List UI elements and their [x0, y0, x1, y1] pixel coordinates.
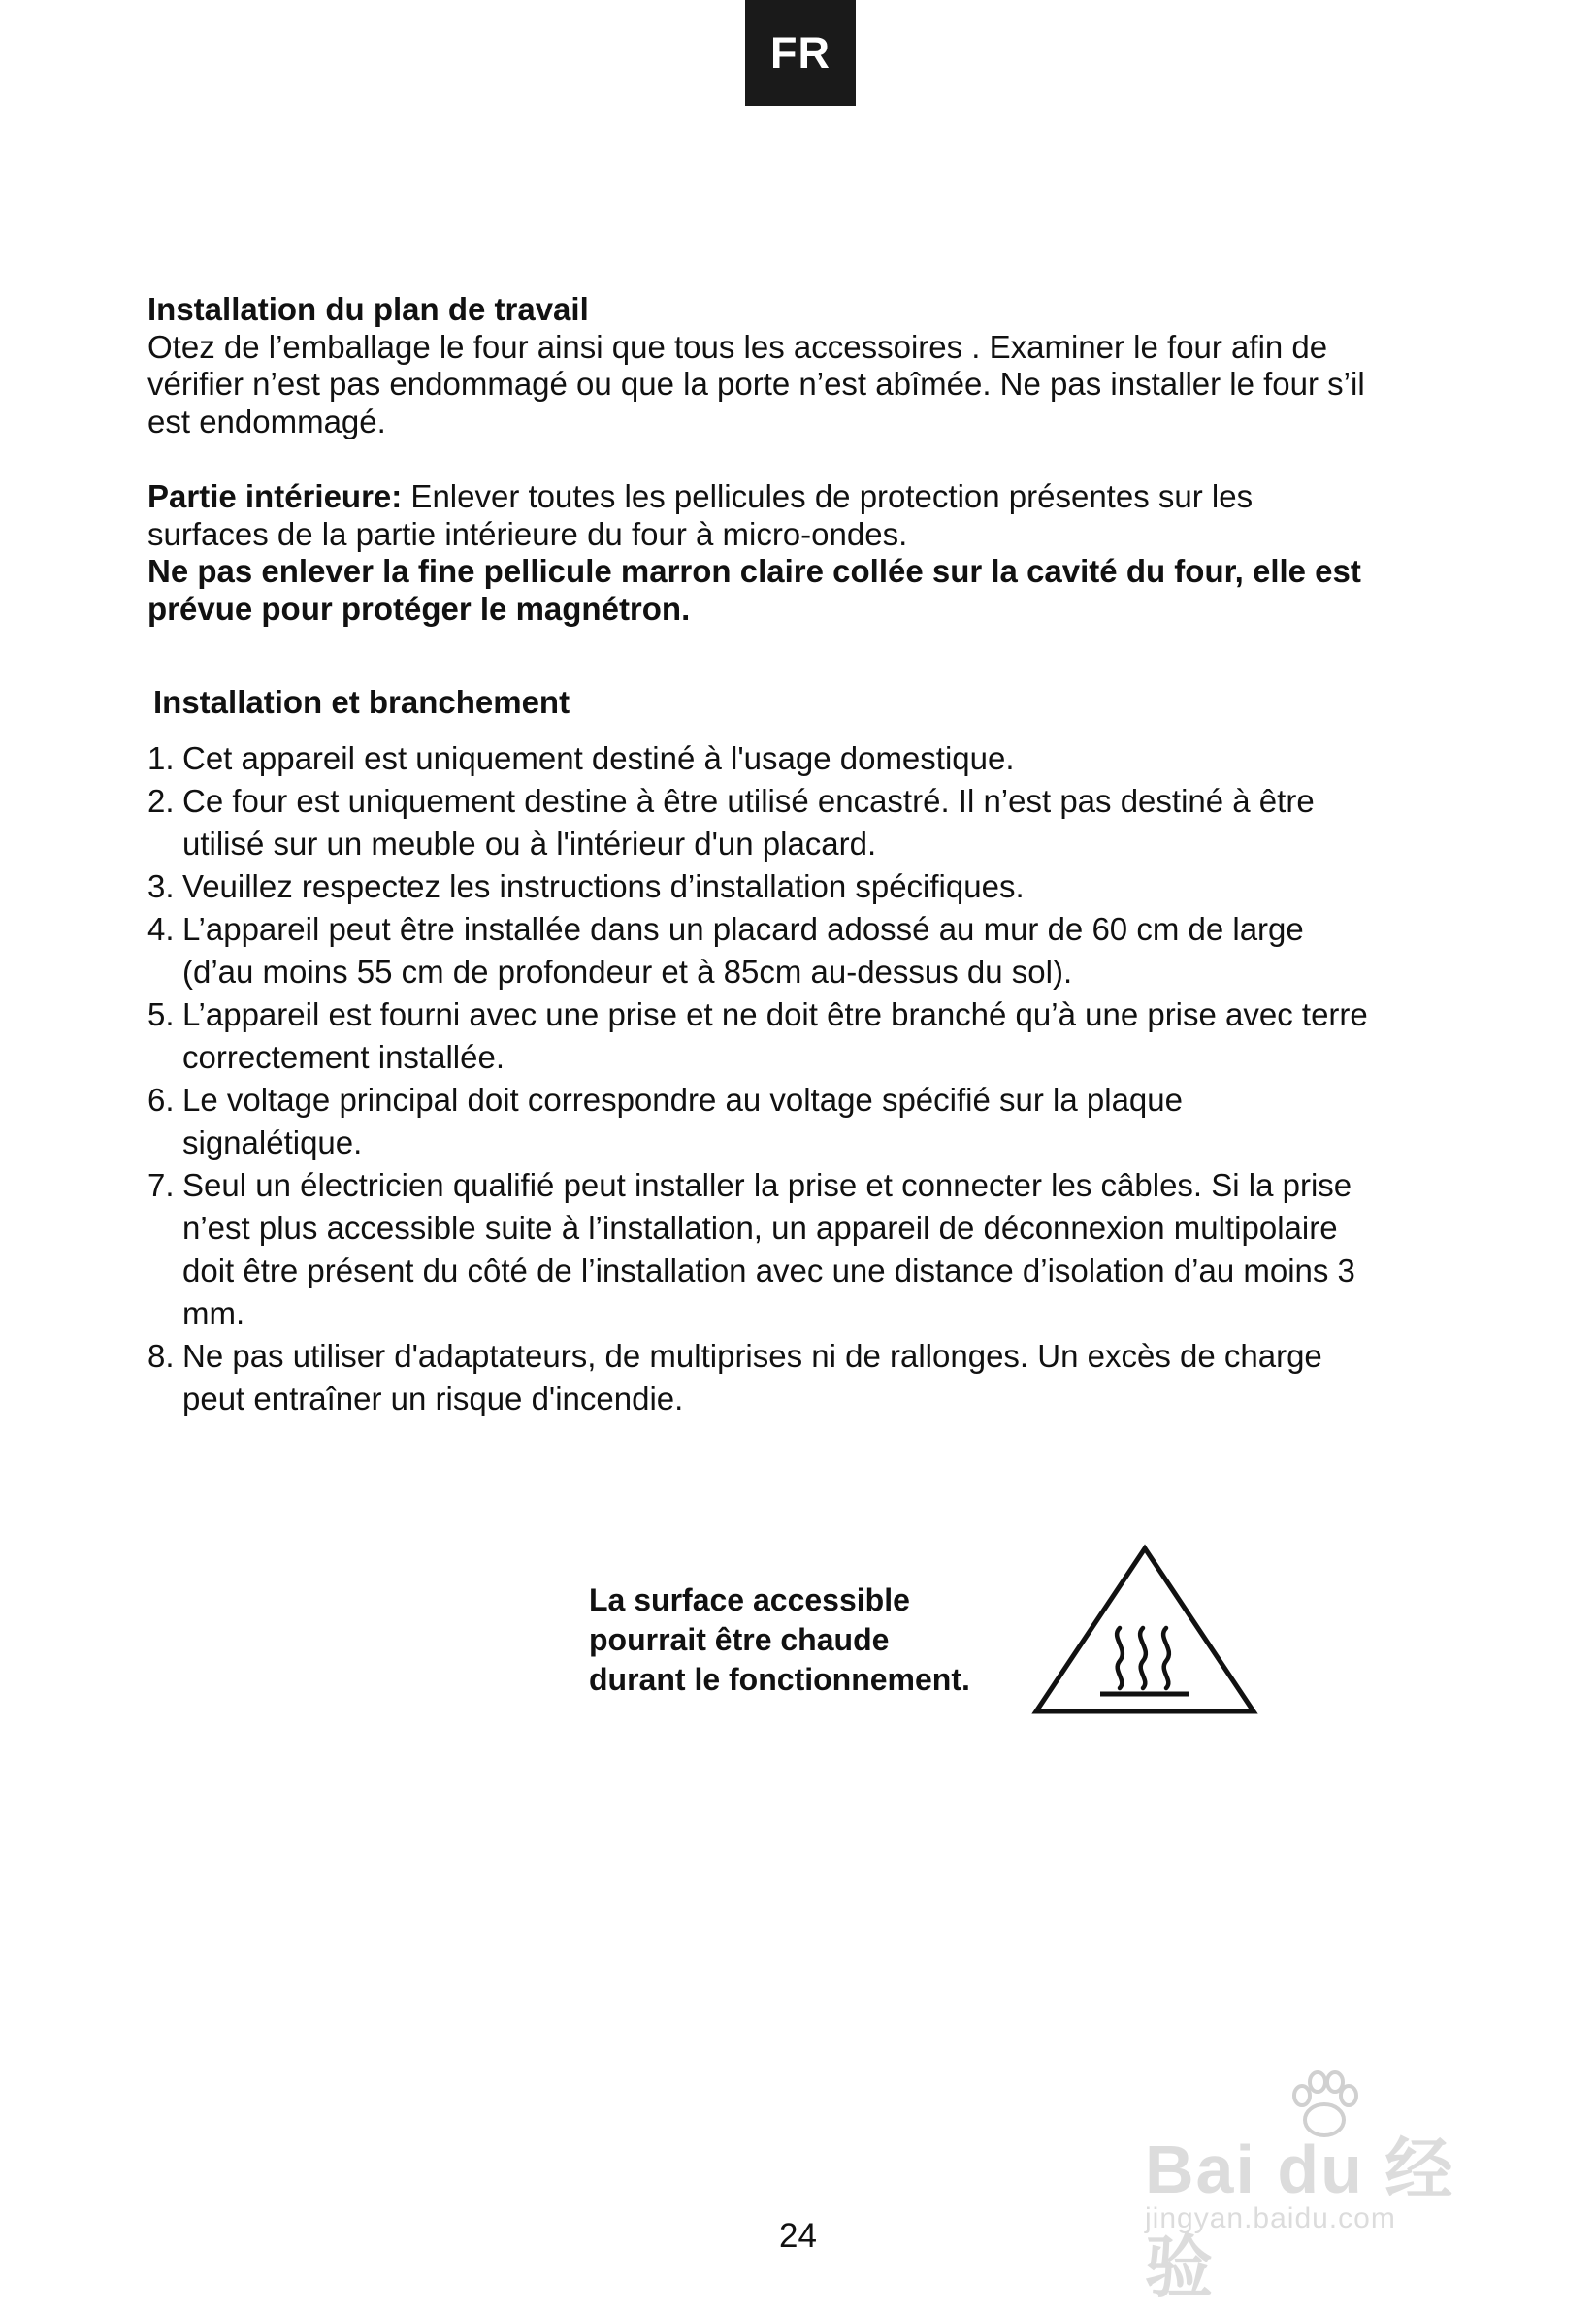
watermark	[1135, 2067, 1523, 2305]
watermark-brand: Bai du 经验	[1145, 2132, 1455, 2305]
hot-surface-line: La surface accessible	[589, 1582, 910, 1617]
interior-warning: Ne pas enlever la fine pellicule marron claire collée sur la cavité du four, elle est prévue pour protéger le magnétron.	[147, 553, 1361, 627]
list-item-number: 3.	[147, 867, 175, 904]
list-item-text: Veuillez respectez les instructions d’installation spécifiques.	[182, 867, 1025, 904]
installation-list	[147, 737, 1370, 1420]
language-tab	[745, 0, 856, 106]
list-item-text: Le voltage principal doit correspondre au voltage spécifié sur la plaque signalétique.	[182, 1081, 1183, 1160]
list-item	[147, 993, 1370, 1079]
list-item-number: 6.	[147, 1081, 175, 1118]
list-item	[147, 865, 1370, 908]
list-item-number: 1.	[147, 739, 175, 776]
list-item-text: Cet appareil est uniquement destiné à l'usage domestique.	[182, 739, 1015, 776]
list-item-text: L’appareil est fourni avec une prise et ne doit être branché qu’à une prise avec terre correctement installée.	[182, 995, 1368, 1075]
installation-heading: Installation et branchement	[153, 684, 570, 720]
language-tab-label: FR	[770, 27, 831, 78]
interior-label: Partie intérieure:	[147, 478, 403, 514]
worktop-paragraph: Otez de l’emballage le four ainsi que tous les accessoires . Examiner le four afin de vérifier n’est pas endommagé ou que la porte n’est abîmée. Ne pas installer le four s’il est endommagé.	[147, 328, 1365, 439]
hot-surface-line: durant le fonctionnement.	[589, 1662, 970, 1697]
list-item-number: 2.	[147, 782, 175, 819]
hot-surface-line: pourrait être chaude	[589, 1622, 890, 1657]
list-item-text: Seul un électricien qualifié peut installer la prise et connecter les câbles. Si la prise n’est plus accessible suite à l’installation, un appareil de déconnexion multipolaire doit être présent du côté de l’installation avec une distance d’isolation d’au moins 3 mm.	[182, 1166, 1355, 1331]
list-item-number: 4.	[147, 910, 175, 947]
list-item	[147, 1079, 1370, 1164]
list-item-number: 5.	[147, 995, 175, 1032]
list-item	[147, 737, 1370, 780]
list-item	[147, 1164, 1370, 1335]
list-item	[147, 908, 1370, 993]
list-item-text: L’appareil peut être installée dans un placard adossé au mur de 60 cm de large (d’au moins 55 cm de profondeur et à 85cm au-dessus du sol).	[182, 910, 1304, 990]
list-item-text: Ce four est uniquement destine à être utilisé encastré. Il n’est pas destiné à être utilisé sur un meuble ou à l'intérieur d'un placard.	[182, 782, 1315, 862]
list-item	[147, 1335, 1370, 1420]
list-item-number: 7.	[147, 1166, 175, 1203]
watermark-url: jingyan.baidu.com	[1145, 2202, 1396, 2234]
main-content	[147, 291, 1370, 1420]
worktop-heading: Installation du plan de travail	[147, 291, 589, 327]
list-item	[147, 780, 1370, 865]
hot-surface-warning	[589, 1580, 1016, 1700]
page-number: 24	[779, 2217, 817, 2255]
list-item-text: Ne pas utiliser d'adaptateurs, de multiprises ni de rallonges. Un excès de charge peut entraîner un risque d'incendie.	[182, 1337, 1322, 1416]
interior-body: Enlever toutes les pellicules de protection présentes sur les surfaces de la partie intérieure du four à micro-ondes.	[147, 478, 1254, 552]
interior-paragraph	[147, 478, 1370, 553]
list-item-number: 8.	[147, 1337, 175, 1374]
hot-surface-warning-icon	[1030, 1543, 1259, 1717]
